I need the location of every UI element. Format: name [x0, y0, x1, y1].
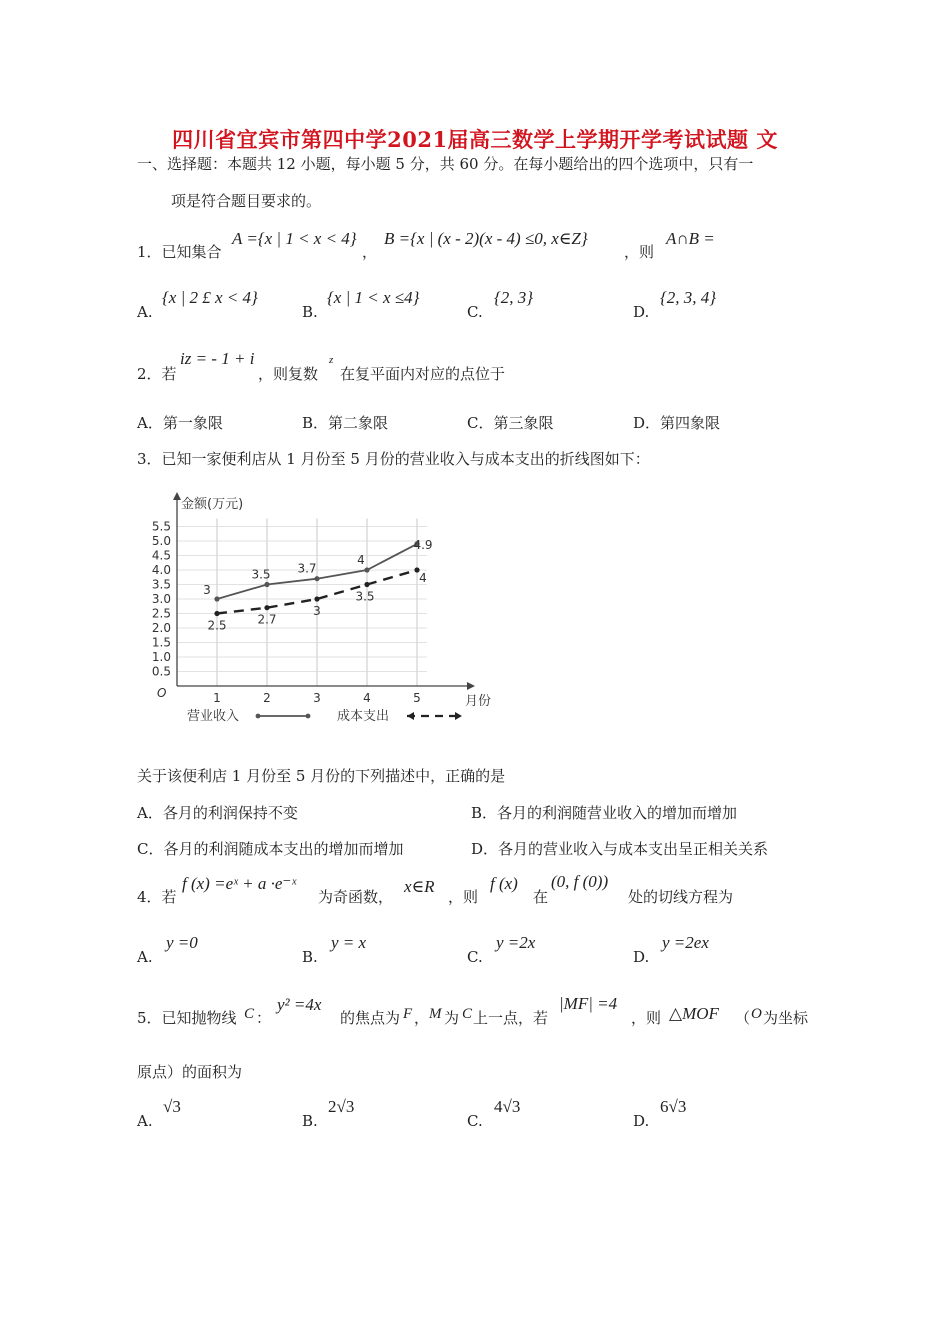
q5-colon: ： — [256, 1009, 272, 1027]
y-axis-label: 金额(万元) — [181, 497, 244, 512]
series-1-data-label-0: 2.5 — [207, 618, 227, 633]
q1-stem-prefix: 1．已知集合 — [137, 243, 222, 261]
series-0-data-label-1: 3.5 — [251, 567, 271, 582]
q5-c2: C — [462, 1006, 473, 1022]
q1-option-c: {2, 3} — [494, 288, 534, 307]
q1-option-d: {2, 3, 4} — [660, 288, 717, 307]
q5-option-a-label: A. — [137, 1112, 153, 1130]
q2-stem-prefix: 2．若 — [137, 365, 177, 383]
q2-z: z — [329, 354, 334, 366]
q2-stem-suffix: 在复平面内对应的点位于 — [340, 365, 506, 383]
q1-comma: ， — [362, 243, 378, 261]
y-tick-label-1: 1.0 — [151, 650, 171, 664]
q5-mf: |MF| =4 — [559, 994, 618, 1013]
q1-set-a: A ={x | 1 < x < 4} — [232, 229, 357, 248]
y-tick-label-2: 1.5 — [151, 635, 171, 650]
q5-stem-line2: 原点）的面积为 — [137, 1063, 243, 1081]
q5-c: C — [244, 1006, 255, 1022]
q2-equation: iz = - 1 + i — [180, 349, 255, 368]
q1-option-a-label: A. — [137, 303, 153, 321]
q4-option-d-label: D. — [633, 948, 650, 966]
x-tick-label-2: 3 — [313, 691, 321, 705]
q2-option-c: C．第三象限 — [467, 414, 554, 432]
series-1-data-label-3: 3.5 — [355, 589, 375, 604]
series-0-data-label-0: 3 — [203, 583, 211, 597]
q3-stem: 3．已知一家便利店从 1 月份至 5 月份的营业收入与成本支出的折线图如下： — [137, 450, 650, 468]
legend-arrow-1b — [455, 712, 462, 720]
q4-stem-mid: 为奇函数， — [318, 888, 394, 906]
q5-text1: 的焦点为 — [340, 1009, 401, 1027]
series-0-data-label-3: 4 — [357, 553, 365, 567]
q4-option-b: y = x — [331, 933, 367, 952]
q5-stem-prefix: 5．已知抛物线 — [137, 1009, 237, 1027]
q4-option-a: y =0 — [166, 933, 198, 952]
q1-option-b-label: B. — [302, 303, 318, 321]
q5-text3: 为 — [444, 1009, 460, 1027]
q5-option-c: 4√3 — [494, 1097, 521, 1116]
y-tick-label-5: 3.0 — [151, 592, 171, 606]
q4-stem-suffix: 处的切线方程为 — [628, 888, 734, 906]
series-0-data-label-4: 4.9 — [413, 537, 433, 552]
y-tick-label-6: 3.5 — [151, 577, 171, 592]
q5-option-b-label: B. — [302, 1112, 318, 1130]
y-tick-label-8: 4.5 — [151, 548, 171, 563]
y-tick-label-0: 0.5 — [151, 664, 171, 679]
series-1-data-label-2: 3 — [313, 604, 321, 618]
q5-m: M — [429, 1006, 442, 1022]
q5-triangle: △MOF — [669, 1004, 719, 1023]
x-tick-label-1: 2 — [263, 691, 271, 705]
q4-condition: x∈R — [404, 877, 435, 896]
document-title: 四川省宜宾市第四中学2021届高三数学上学期开学考试试题 文 — [172, 127, 778, 152]
section-intro-line1: 一、选择题：本题共 12 小题，每小题 5 分，共 60 分。在每小题给出的四个选项中，只有一 — [137, 155, 754, 173]
q3-option-d: D．各月的营业收入与成本支出呈正相关关系 — [471, 840, 769, 858]
y-tick-label-10: 5.5 — [151, 519, 171, 534]
series-1-point-3 — [364, 582, 369, 587]
series-1-data-label-1: 2.7 — [257, 612, 277, 627]
q1-option-a: {x | 2 £ x < 4} — [162, 288, 258, 307]
q3-option-a: A．各月的利润保持不变 — [137, 804, 298, 822]
y-tick-label-4: 2.5 — [151, 606, 171, 621]
q5-option-b: 2√3 — [328, 1097, 355, 1116]
q4-f: f (x) — [490, 874, 518, 893]
series-1-point-1 — [264, 605, 269, 610]
series-1-point-2 — [314, 596, 319, 601]
q1-option-d-label: D. — [633, 303, 650, 321]
q1-stem-suffix: ，则 — [624, 243, 655, 261]
series-0-point-3 — [364, 567, 369, 572]
series-0-point-2 — [314, 576, 319, 581]
q5-equation: y² =4x — [277, 995, 322, 1014]
q5-text7: 为坐标 — [763, 1009, 809, 1027]
q5-text4: 上一点，若 — [473, 1009, 549, 1027]
q1-option-b: {x | 1 < x ≤4} — [327, 288, 420, 307]
legend-label-1: 成本支出 — [337, 709, 390, 724]
q4-stem-prefix: 4．若 — [137, 888, 177, 906]
y-tick-label-3: 2.0 — [151, 621, 171, 635]
q4-point: (0, f (0)) — [551, 872, 609, 891]
x-axis-label: 月份 — [465, 694, 492, 709]
legend-label-0: 营业收入 — [187, 709, 240, 724]
y-tick-label-9: 5.0 — [151, 534, 171, 548]
q5-o: O — [751, 1006, 762, 1022]
q4-stem-mid2: ，则 — [448, 888, 479, 906]
series-0-point-1 — [264, 582, 269, 587]
q5-text2: ， — [414, 1009, 430, 1027]
q2-option-d: D．第四象限 — [633, 414, 721, 432]
q2-option-b: B．第二象限 — [302, 414, 389, 432]
q4-option-c-label: C. — [467, 948, 483, 966]
q4-option-c: y =2x — [496, 933, 536, 952]
series-1-point-0 — [214, 611, 219, 616]
q1-set-b: B ={x | (x - 2)(x - 4) ≤0, x∈Z} — [384, 229, 588, 248]
q1-option-c-label: C. — [467, 303, 483, 321]
y-axis-arrow — [173, 492, 181, 500]
q3-option-c: C．各月的利润随成本支出的增加而增加 — [137, 840, 404, 858]
x-tick-label-4: 5 — [413, 691, 421, 705]
q5-option-a: √3 — [163, 1097, 181, 1116]
origin-label: O — [157, 686, 167, 700]
legend-marker-0a — [256, 714, 261, 719]
q3-question: 关于该便利店 1 月份至 5 月份的下列描述中，正确的是 — [137, 767, 506, 785]
q5-f: F — [403, 1006, 413, 1022]
q2-stem-mid: ，则复数 — [258, 365, 319, 383]
q4-option-d: y =2ex — [662, 933, 709, 952]
q3-line-chart — [140, 484, 520, 734]
q2-option-a: A．第一象限 — [137, 414, 223, 432]
q1-question: A∩B = — [666, 229, 715, 248]
x-tick-label-3: 4 — [363, 691, 371, 705]
series-0-data-label-2: 3.7 — [297, 561, 317, 576]
series-0-point-0 — [214, 596, 219, 601]
q4-at: 在 — [533, 888, 549, 906]
series-1-data-label-4: 4 — [419, 571, 427, 585]
q4-option-a-label: A. — [137, 948, 153, 966]
section-intro-line2: 项是符合题目要求的。 — [171, 192, 322, 210]
legend-arrow-1a — [407, 712, 414, 720]
q5-option-d-label: D. — [633, 1112, 650, 1130]
x-tick-label-0: 1 — [213, 691, 221, 705]
q5-text6: （ — [735, 1009, 751, 1027]
q3-option-b: B．各月的利润随营业收入的增加而增加 — [471, 804, 738, 822]
legend-marker-0b — [306, 714, 311, 719]
x-axis-arrow — [467, 682, 475, 690]
q4-function: f (x) =eˣ + a ·e⁻ˣ — [182, 874, 297, 893]
q5-option-c-label: C. — [467, 1112, 483, 1130]
y-tick-label-7: 4.0 — [151, 563, 171, 577]
q5-text5: ，则 — [631, 1009, 662, 1027]
q5-option-d: 6√3 — [660, 1097, 687, 1116]
q4-option-b-label: B. — [302, 948, 318, 966]
